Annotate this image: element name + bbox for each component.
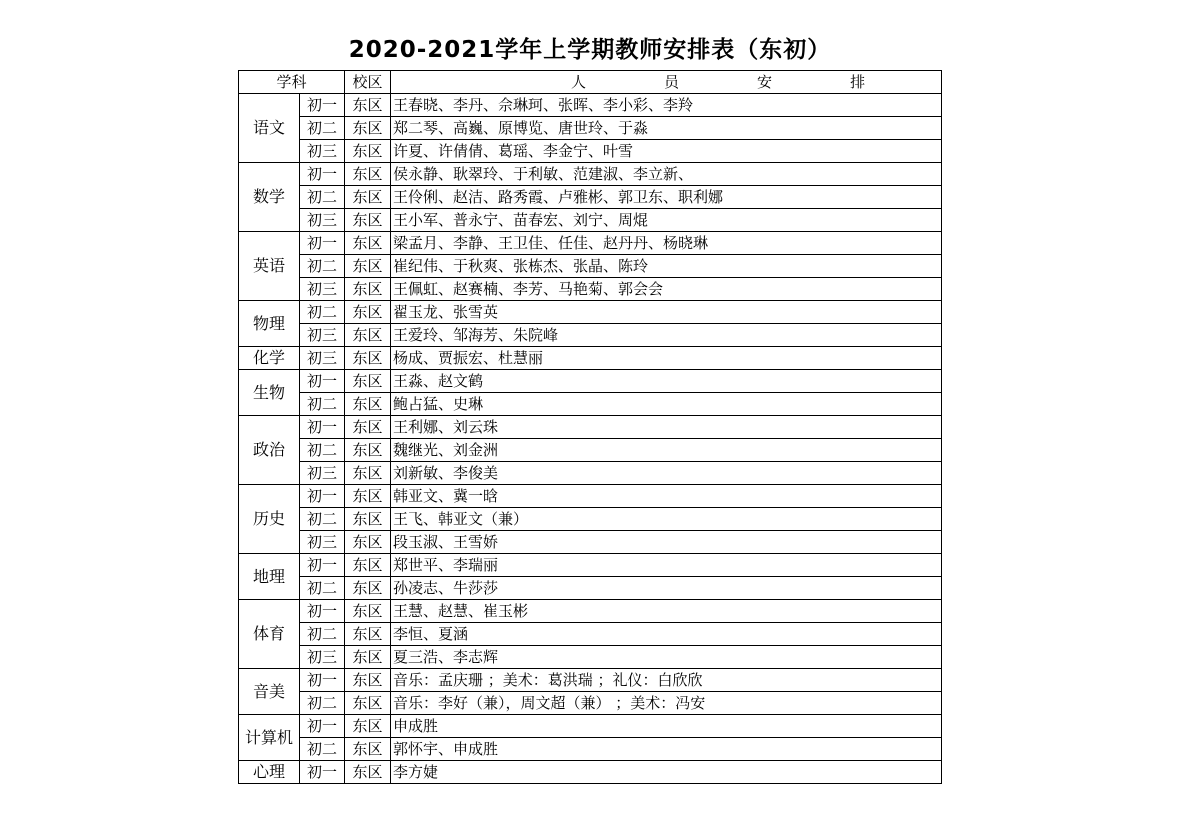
table-row [239,416,942,439]
table-row [239,94,942,117]
campus-cell: 东区 [345,347,391,370]
campus-cell: 东区 [345,370,391,393]
campus-cell: 东区 [345,462,391,485]
staff-cell: 郭怀宇、申成胜 [391,738,942,761]
subject-cell: 计算机 [239,715,300,761]
grade-cell: 初一 [300,761,345,784]
subject-cell: 语文 [239,94,300,163]
header-subject: 学科 [239,71,345,94]
page-title: 2020-2021学年上学期教师安排表（东初） [348,37,832,63]
campus-cell: 东区 [345,163,391,186]
campus-cell: 东区 [345,623,391,646]
campus-cell: 东区 [345,186,391,209]
grade-cell: 初二 [300,393,345,416]
staff-cell: 王飞、韩亚文（兼） [391,508,942,531]
campus-cell: 东区 [345,485,391,508]
staff-cell: 郑二琴、高巍、原博览、唐世玲、于淼 [391,117,942,140]
grade-cell: 初一 [300,554,345,577]
campus-cell: 东区 [345,508,391,531]
campus-cell: 东区 [345,715,391,738]
staff-cell: 刘新敏、李俊美 [391,462,942,485]
grade-cell: 初三 [300,462,345,485]
campus-cell: 东区 [345,232,391,255]
grade-cell: 初二 [300,508,345,531]
staff-cell: 王春晓、李丹、佘琳珂、张晖、李小彩、李羚 [391,94,942,117]
table-row [239,738,942,761]
campus-cell: 东区 [345,738,391,761]
campus-cell: 东区 [345,117,391,140]
grade-cell: 初二 [300,692,345,715]
grade-cell: 初二 [300,623,345,646]
grade-cell: 初三 [300,347,345,370]
table-row [239,577,942,600]
staff-cell: 李方婕 [391,761,942,784]
grade-cell: 初一 [300,370,345,393]
table-header-row [239,71,942,94]
subject-cell: 物理 [239,301,300,347]
staff-cell: 孙凌志、牛莎莎 [391,577,942,600]
grade-cell: 初三 [300,209,345,232]
subject-cell: 政治 [239,416,300,485]
staff-cell: 王淼、赵文鹤 [391,370,942,393]
table-row [239,209,942,232]
staff-cell: 李恒、夏涵 [391,623,942,646]
campus-cell: 东区 [345,301,391,324]
campus-cell: 东区 [345,393,391,416]
grade-cell: 初一 [300,94,345,117]
table-row [239,232,942,255]
campus-cell: 东区 [345,416,391,439]
campus-cell: 东区 [345,692,391,715]
table-row [239,370,942,393]
header-staff-char: 人 [571,73,587,91]
grade-cell: 初三 [300,531,345,554]
subject-cell: 历史 [239,485,300,554]
campus-cell: 东区 [345,646,391,669]
staff-cell: 音乐：孟庆珊 ；美术：葛洪瑞 ；礼仪：白欣欣 [391,669,942,692]
campus-cell: 东区 [345,140,391,163]
staff-cell: 杨成、贾振宏、杜慧丽 [391,347,942,370]
header-staff-char: 安 [757,73,773,91]
campus-cell: 东区 [345,531,391,554]
table-row [239,186,942,209]
staff-cell: 王小军、普永宁、苗春宏、刘宁、周焜 [391,209,942,232]
grade-cell: 初一 [300,669,345,692]
teacher-schedule-table [238,70,942,784]
staff-cell: 翟玉龙、张雪英 [391,301,942,324]
table-row [239,761,942,784]
table-row [239,531,942,554]
campus-cell: 东区 [345,209,391,232]
staff-cell: 魏继光、刘金洲 [391,439,942,462]
subject-cell: 音美 [239,669,300,715]
subject-cell: 地理 [239,554,300,600]
grade-cell: 初一 [300,485,345,508]
grade-cell: 初二 [300,439,345,462]
table-row [239,623,942,646]
staff-cell: 音乐：李好（兼），周文超（兼） ；美术：冯安 [391,692,942,715]
staff-cell: 申成胜 [391,715,942,738]
grade-cell: 初二 [300,255,345,278]
grade-cell: 初三 [300,646,345,669]
grade-cell: 初一 [300,232,345,255]
grade-cell: 初二 [300,738,345,761]
campus-cell: 东区 [345,324,391,347]
table-row [239,439,942,462]
campus-cell: 东区 [345,278,391,301]
grade-cell: 初一 [300,600,345,623]
staff-cell: 段玉淑、王雪娇 [391,531,942,554]
campus-cell: 东区 [345,439,391,462]
table-row [239,278,942,301]
campus-cell: 东区 [345,94,391,117]
campus-cell: 东区 [345,669,391,692]
table-row [239,117,942,140]
grade-cell: 初二 [300,117,345,140]
table-row [239,485,942,508]
header-staff-char: 员 [664,73,680,91]
staff-cell: 许夏、许倩倩、葛瑶、李金宁、叶雪 [391,140,942,163]
subject-cell: 心理 [239,761,300,784]
grade-cell: 初一 [300,416,345,439]
staff-cell: 侯永静、耿翠玲、于利敏、范建淑、李立新、 [391,163,942,186]
header-staff-char: 排 [850,73,866,91]
staff-cell: 王佩虹、赵赛楠、李芳、马艳菊、郭会会 [391,278,942,301]
grade-cell: 初一 [300,715,345,738]
table-row [239,692,942,715]
staff-cell: 崔纪伟、于秋爽、张栋杰、张晶、陈玲 [391,255,942,278]
campus-cell: 东区 [345,255,391,278]
staff-cell: 韩亚文、冀一晗 [391,485,942,508]
table-row [239,347,942,370]
table-row [239,163,942,186]
grade-cell: 初三 [300,324,345,347]
table-row [239,715,942,738]
subject-cell: 体育 [239,600,300,669]
table-row [239,646,942,669]
grade-cell: 初一 [300,163,345,186]
staff-cell: 梁孟月、李静、王卫佳、任佳、赵丹丹、杨晓琳 [391,232,942,255]
staff-cell: 夏三浩、李志辉 [391,646,942,669]
grade-cell: 初二 [300,186,345,209]
campus-cell: 东区 [345,761,391,784]
table-row [239,301,942,324]
table-row [239,255,942,278]
table-row [239,462,942,485]
grade-cell: 初二 [300,301,345,324]
staff-cell: 鲍占猛、史琳 [391,393,942,416]
campus-cell: 东区 [345,554,391,577]
table-row [239,669,942,692]
grade-cell: 初三 [300,278,345,301]
staff-cell: 王爱玲、邹海芳、朱院峰 [391,324,942,347]
table-row [239,554,942,577]
table-row [239,393,942,416]
staff-cell: 王慧、赵慧、崔玉彬 [391,600,942,623]
staff-cell: 王伶俐、赵洁、路秀霞、卢雅彬、郭卫东、职利娜 [391,186,942,209]
table-row [239,140,942,163]
campus-cell: 东区 [345,600,391,623]
table-row [239,324,942,347]
subject-cell: 英语 [239,232,300,301]
table-body [239,94,942,784]
staff-cell: 郑世平、李瑞丽 [391,554,942,577]
subject-cell: 生物 [239,370,300,416]
header-staff [391,71,942,94]
campus-cell: 东区 [345,577,391,600]
staff-cell: 王利娜、刘云珠 [391,416,942,439]
subject-cell: 化学 [239,347,300,370]
subject-cell: 数学 [239,163,300,232]
header-campus: 校区 [345,71,391,94]
table-row [239,508,942,531]
grade-cell: 初二 [300,577,345,600]
table-row [239,600,942,623]
grade-cell: 初三 [300,140,345,163]
